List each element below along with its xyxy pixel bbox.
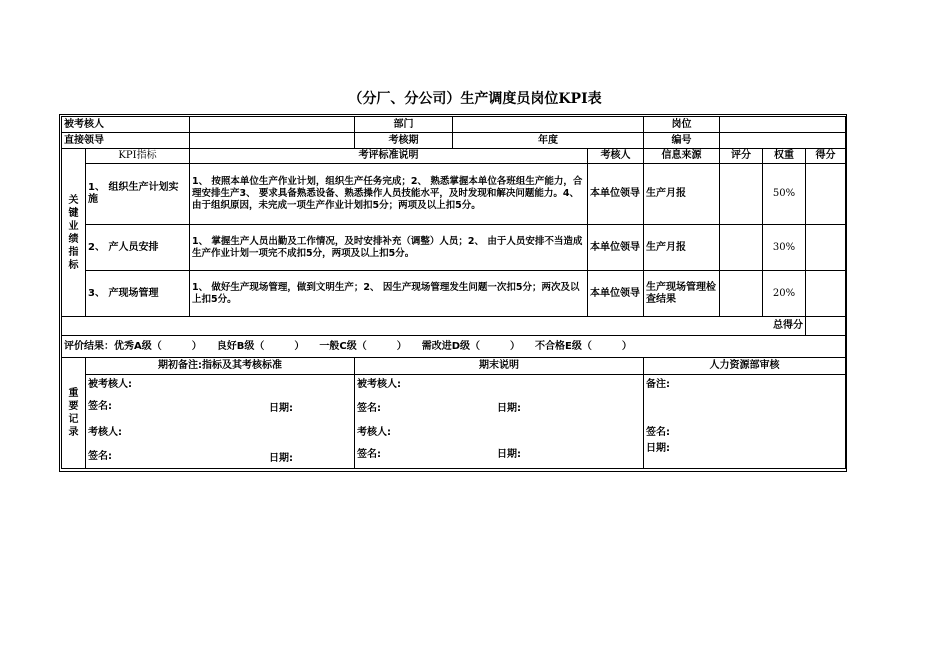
kpi-points[interactable] — [806, 225, 846, 271]
direct-leader-value[interactable] — [190, 133, 355, 149]
assessor-label: 考核人: — [88, 427, 122, 438]
kpi-score[interactable] — [720, 225, 763, 271]
records-header-row — [62, 358, 846, 375]
kpi-criteria: 1、 掌握生产人员出勤及工作情况，及时安排补充（调整）人员；2、 由于人员安排不当造成生产作业计划一项完不成扣5分，两项及以上扣5分。 — [190, 225, 588, 271]
header-row-2 — [62, 133, 846, 149]
col-source: 信息来源 — [644, 149, 720, 164]
records-body-row — [62, 375, 846, 469]
records-col1-header: 期初备注:指标及其考核标准 — [86, 358, 355, 375]
kpi-name: 2、 产人员安排 — [86, 225, 190, 271]
sign-label: 签名: — [646, 427, 670, 438]
assessee-label: 被考核人 — [62, 117, 190, 133]
kpi-assessor: 本单位领导 — [588, 225, 644, 271]
records-col2-header: 期末说明 — [355, 358, 644, 375]
total-value[interactable] — [806, 317, 846, 336]
department-label: 部门 — [355, 117, 453, 133]
remark-label: 备注: — [646, 379, 670, 390]
col-criteria: 考评标准说明 — [190, 149, 588, 164]
kpi-criteria: 1、 按照本单位生产作业计划，组织生产任务完成；2、 熟悉掌握本单位各班组生产能力，合理安排生产3、 要求具备熟悉设备、熟悉操作人员技能水平，及时发现和解决问题能力。4、 由于组织原因，未完成一项生产作业计划扣5分；两项及以上扣5分。 — [190, 164, 588, 225]
year-label: 年度 — [453, 133, 644, 149]
date-label: 日期: — [269, 403, 293, 414]
records-hr-review[interactable] — [644, 375, 846, 469]
sign-label: 签名: — [88, 401, 112, 412]
sign-label: 签名: — [357, 449, 381, 460]
total-row — [62, 317, 846, 336]
kpi-source: 生产现场管理检查结果 — [644, 271, 720, 317]
col-assessor: 考核人 — [588, 149, 644, 164]
kpi-assessor: 本单位领导 — [588, 164, 644, 225]
date-label: 日期: — [269, 453, 293, 464]
position-label: 岗位 — [644, 117, 720, 133]
kpi-criteria: 1、 做好生产现场管理，做到文明生产；2、 因生产现场管理发生问题一次扣5分；两次及以上扣5分。 — [190, 271, 588, 317]
header-row-1 — [62, 117, 846, 133]
kpi-source: 生产月报 — [644, 225, 720, 271]
col-kpi: KPI指标 — [86, 149, 190, 164]
date-label: 日期: — [646, 443, 670, 454]
records-final-notes[interactable] — [355, 375, 644, 469]
kpi-points[interactable] — [806, 164, 846, 225]
kpi-name: 3、 产现场管理 — [86, 271, 190, 317]
col-score: 评分 — [720, 149, 763, 164]
kpi-assessor: 本单位领导 — [588, 271, 644, 317]
total-label: 总得分 — [62, 317, 806, 336]
col-weight: 权重 — [763, 149, 806, 164]
table-row — [62, 271, 846, 317]
kpi-weight: 50% — [763, 164, 806, 225]
kpi-source: 生产月报 — [644, 164, 720, 225]
kpi-name: 1、 组织生产计划实施 — [86, 164, 190, 225]
assessee-label: 被考核人: — [357, 379, 401, 390]
section-label-records: 重 要 记 录 — [62, 358, 86, 469]
records-initial-notes[interactable] — [86, 375, 355, 469]
col-points: 得分 — [806, 149, 846, 164]
assessor-label: 考核人: — [357, 427, 391, 438]
position-value[interactable] — [720, 117, 846, 133]
period-label: 考核期 — [355, 133, 453, 149]
direct-leader-label: 直接领导 — [62, 133, 190, 149]
kpi-points[interactable] — [806, 271, 846, 317]
sign-label: 签名: — [88, 451, 112, 462]
kpi-score[interactable] — [720, 271, 763, 317]
kpi-table — [61, 116, 846, 469]
date-label: 日期: — [497, 449, 521, 460]
assessee-label: 被考核人: — [88, 379, 132, 390]
assessee-value[interactable] — [190, 117, 355, 133]
kpi-weight: 20% — [763, 271, 806, 317]
kpi-score[interactable] — [720, 164, 763, 225]
department-value[interactable] — [453, 117, 644, 133]
column-header-row — [62, 149, 846, 164]
table-row — [62, 225, 846, 271]
date-label: 日期: — [497, 403, 521, 414]
evaluation-result: 评价结果：优秀A级（ ） 良好B级（ ） 一般C级（ ） 需改进D级（ ） 不合格E级（ ） — [62, 336, 846, 358]
kpi-weight: 30% — [763, 225, 806, 271]
table-row — [62, 164, 846, 225]
number-value[interactable] — [720, 133, 846, 149]
records-col3-header: 人力资源部审核 — [644, 358, 846, 375]
evaluation-row — [62, 336, 846, 358]
page-title: （分厂、分公司）生产调度员岗位KPI表 — [348, 91, 602, 107]
section-label-kpi: 关 键 业 绩 指 标 — [62, 149, 86, 317]
number-label: 编号 — [644, 133, 720, 149]
sign-label: 签名: — [357, 403, 381, 414]
